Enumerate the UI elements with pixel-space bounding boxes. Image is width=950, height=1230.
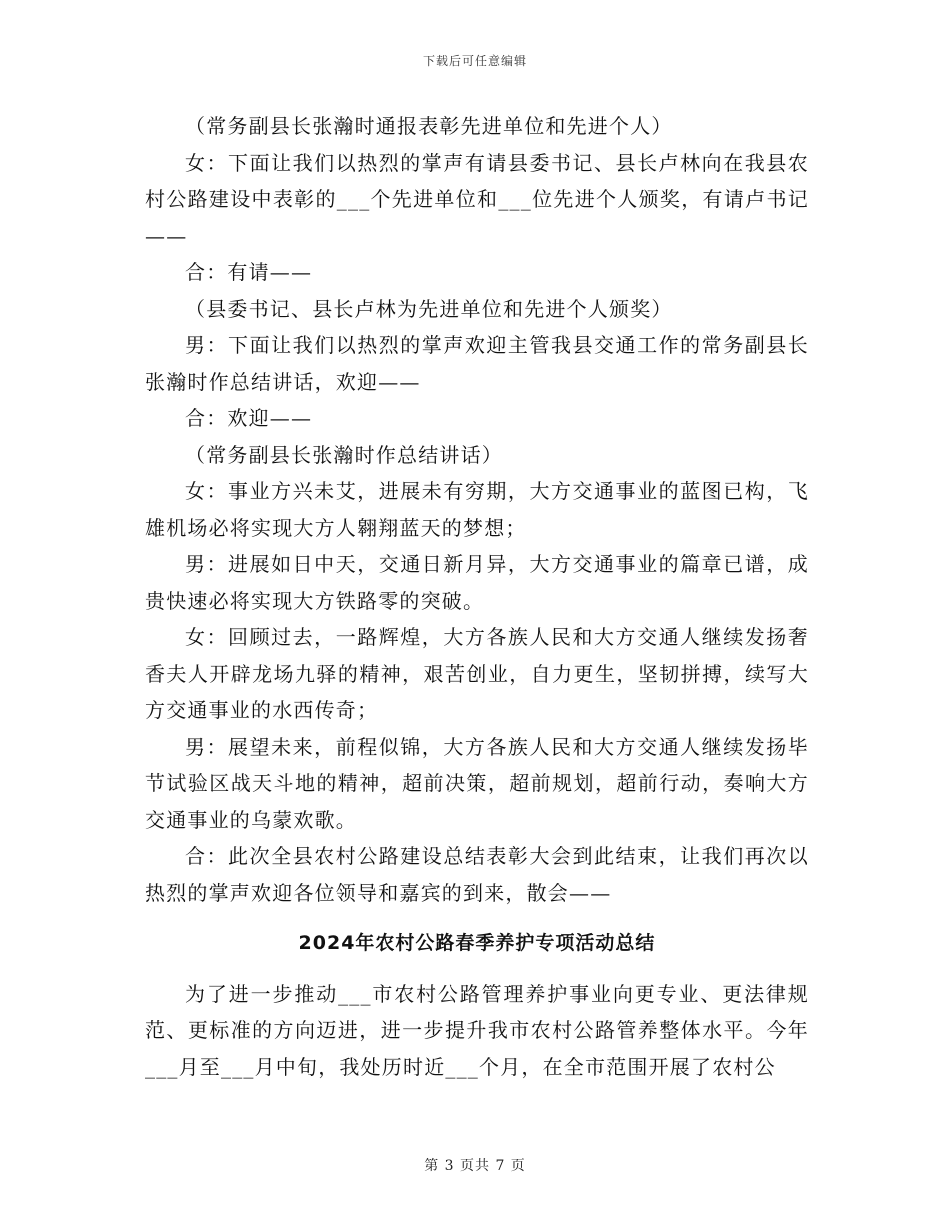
paragraph: 女：下面让我们以热烈的掌声有请县委书记、县长卢林向在我县农村公路建设中表彰的___个先进单位和___位先进个人颁奖，有请卢书记—— (145, 150, 809, 248)
paragraph: 合：有请—— (185, 260, 313, 284)
paragraph: 女：事业方兴未艾，进展未有穷期，大方交通事业的蓝图已构，飞雄机场必将实现大方人翱翔蓝天的梦想； (145, 479, 809, 540)
paragraph: 男：展望未来，前程似锦，大方各族人民和大方交通人继续发扬毕节试验区战天斗地的精神，超前决策，超前规划，超前行动，奏响大方交通事业的乌蒙欢歌。 (145, 734, 809, 832)
document-body (145, 108, 809, 1085)
section-title: 2024年农村公路春季养护专项活动总结 (298, 932, 656, 954)
page-header: 下载后可任意编辑 (422, 54, 527, 68)
paragraph: 男：下面让我们以热烈的掌声欢迎主管我县交通工作的常务副县长张瀚时作总结讲话，欢迎—— (145, 333, 809, 394)
paragraph: （常务副县长张瀚时作总结讲话） (185, 442, 503, 467)
paragraph: （县委书记、县长卢林为先进单位和先进个人颁奖） (185, 296, 673, 321)
paragraph: 合：此次全县农村公路建设总结表彰大会到此结束，让我们再次以热烈的掌声欢迎各位领导和嘉宾的到来，散会—— (145, 844, 809, 905)
paragraph: 合：欢迎—— (185, 406, 313, 430)
page-footer: 第 3 页共 7 页 (424, 1158, 526, 1174)
paragraph: 为了进一步推动___市农村公路管理养护事业向更专业、更法律规范、更标准的方向迈进，进一步提升我市农村公路管养整体水平。今年___月至___月中旬，我处历时近___个月，在全市范围开展了农村公 (145, 981, 809, 1079)
paragraph: 女：回顾过去，一路辉煌，大方各族人民和大方交通人继续发扬奢香夫人开辟龙场九驿的精神，艰苦创业，自力更生，坚韧拼搏，续写大方交通事业的水西传奇； (145, 625, 809, 722)
paragraph: （常务副县长张瀚时通报表彰先进单位和先进个人） (185, 114, 673, 138)
paragraph: 男：进展如日中天，交通日新月异，大方交通事业的篇章已谱，成贵快速必将实现大方铁路零的突破。 (145, 552, 809, 613)
